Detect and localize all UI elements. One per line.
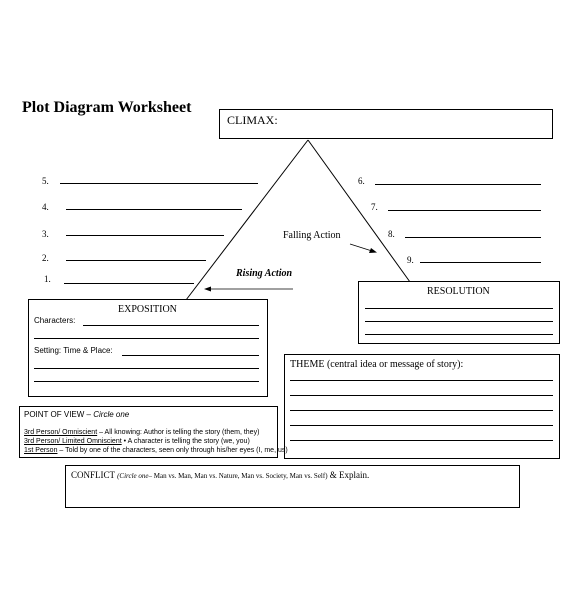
conflict-explain: & Explain. <box>329 470 370 480</box>
pov-title: POINT OF VIEW – Circle one <box>24 410 130 419</box>
falling-number-8: 8. <box>388 229 395 239</box>
setting-line-2[interactable] <box>34 368 259 369</box>
rising-number-2: 2. <box>42 253 49 263</box>
theme-line-5[interactable] <box>290 440 553 441</box>
rising-event-5-line[interactable] <box>60 183 258 184</box>
climax-label: CLIMAX: <box>227 113 278 127</box>
falling-event-8-line[interactable] <box>405 237 541 238</box>
pov-option-first-person[interactable] <box>24 447 288 454</box>
resolution-line-2[interactable] <box>365 321 553 322</box>
conflict-box[interactable] <box>65 465 520 508</box>
theme-box[interactable] <box>284 354 560 459</box>
setting-label: Setting: Time & Place: <box>34 346 113 355</box>
rising-number-4: 4. <box>42 202 49 212</box>
exposition-box[interactable] <box>28 299 268 397</box>
theme-heading: THEME (central idea or message of story): <box>290 359 464 370</box>
resolution-line-3[interactable] <box>365 334 553 335</box>
rising-number-3: 3. <box>42 229 49 239</box>
characters-line-1[interactable] <box>83 325 259 326</box>
theme-line-4[interactable] <box>290 425 553 426</box>
pov-option-label: 3rd Person/ Omniscient <box>24 429 98 436</box>
conflict-circle-one: (Circle one <box>117 472 149 480</box>
falling-action-edge <box>308 140 410 282</box>
pov-option-label: 3rd Person/ Limited Omniscient <box>24 438 122 445</box>
resolution-box[interactable] <box>358 281 560 344</box>
rising-event-4-line[interactable] <box>66 209 242 210</box>
falling-event-9-line[interactable] <box>420 262 541 263</box>
falling-event-7-line[interactable] <box>388 210 541 211</box>
pov-option-desc: – All knowing: Author is telling the story (them, they) <box>97 429 260 436</box>
rising-number-5: 5. <box>42 176 49 186</box>
setting-line-1[interactable] <box>122 355 259 356</box>
rising-action-arrowhead <box>204 287 211 292</box>
rising-event-1-line[interactable] <box>64 283 194 284</box>
falling-number-7: 7. <box>371 202 378 212</box>
falling-action-arrow <box>350 244 372 251</box>
conflict-heading: CONFLICT <box>71 470 115 480</box>
conflict-options: – Man vs. Man, Man vs. Nature, Man vs. Society, Man vs. Self) <box>148 472 328 480</box>
setting-line-3[interactable] <box>34 381 259 382</box>
pov-circle-one: Circle one <box>93 410 130 419</box>
theme-line-2[interactable] <box>290 395 553 396</box>
rising-event-2-line[interactable] <box>66 260 206 261</box>
rising-event-3-line[interactable] <box>66 235 224 236</box>
falling-number-9: 9. <box>407 255 414 265</box>
falling-event-6-line[interactable] <box>375 184 541 185</box>
rising-action-label: Rising Action <box>236 268 293 279</box>
conflict-text <box>71 470 369 480</box>
pov-option-third-limited[interactable] <box>24 438 250 445</box>
characters-label: Characters: <box>34 316 76 325</box>
theme-line-3[interactable] <box>290 410 553 411</box>
falling-action-arrowhead <box>369 248 377 253</box>
falling-action-label: Falling Action <box>283 230 341 241</box>
theme-line-1[interactable] <box>290 380 553 381</box>
pov-option-label: 1st Person <box>24 447 58 454</box>
characters-line-2[interactable] <box>34 338 259 339</box>
pov-option-desc: • A character is telling the story (we, you) <box>121 438 250 445</box>
resolution-line-1[interactable] <box>365 308 553 309</box>
pov-option-desc: – Told by one of the characters, seen only through his/her eyes (I, me, us) <box>57 447 288 454</box>
pov-option-third-omniscient[interactable] <box>24 429 259 436</box>
page-title: Plot Diagram Worksheet <box>22 99 192 116</box>
resolution-heading: RESOLUTION <box>427 286 490 297</box>
rising-number-1: 1. <box>44 274 51 284</box>
exposition-heading: EXPOSITION <box>118 304 177 315</box>
point-of-view-box <box>19 406 288 458</box>
falling-number-6: 6. <box>358 176 365 186</box>
pov-heading: POINT OF VIEW <box>24 410 85 419</box>
